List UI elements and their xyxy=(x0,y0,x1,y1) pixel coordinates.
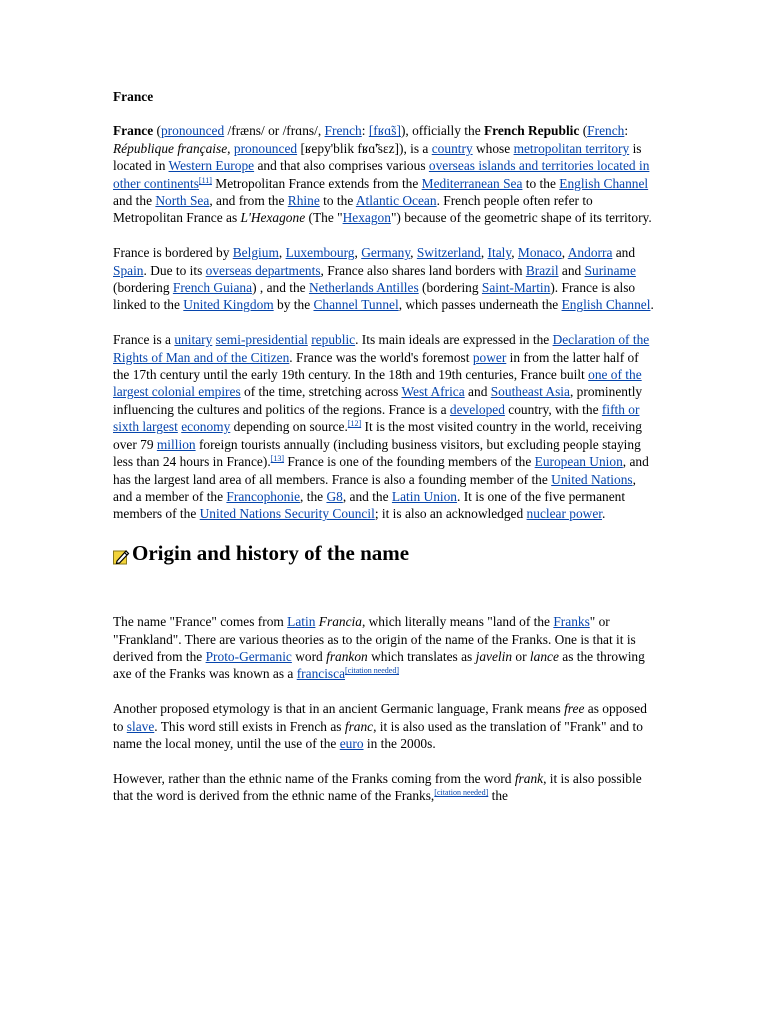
link-french[interactable]: French xyxy=(324,123,362,139)
link-ipa[interactable]: [fʁɑ̃s] xyxy=(368,123,401,139)
link-economy[interactable]: economy xyxy=(181,419,231,435)
text: depending on source. xyxy=(230,419,348,435)
text: Metropolitan France extends from the xyxy=(211,175,422,191)
text: ; it is also an acknowledged xyxy=(374,506,527,522)
text: , it is also used as the translation of "Frank" and to name the local money, until the use of the xyxy=(113,718,643,751)
link-g8[interactable]: G8 xyxy=(326,488,343,504)
paragraph-etymology xyxy=(113,700,658,752)
bold-text: France xyxy=(113,123,154,139)
text: . xyxy=(650,297,654,313)
link-western-europe[interactable]: Western Europe xyxy=(168,158,255,174)
text: , prominently influencing the cultures and politics of the regions. France is a xyxy=(113,384,643,417)
citation xyxy=(348,419,361,428)
text: ), officially the xyxy=(400,123,484,139)
link-country[interactable]: country xyxy=(431,140,473,156)
text: France is bordered by xyxy=(113,245,233,261)
link-nuclear-power[interactable]: nuclear power xyxy=(526,506,603,522)
text: ). France is also linked to the xyxy=(113,280,636,313)
text: by the xyxy=(273,297,314,313)
link-developed[interactable]: developed xyxy=(449,401,505,417)
link-switzerland[interactable]: Switzerland xyxy=(416,245,481,261)
link-franks[interactable]: Franks xyxy=(553,614,590,630)
link-atlantic-ocean[interactable]: Atlantic Ocean xyxy=(355,193,437,209)
text: as opposed to xyxy=(113,701,647,734)
text: and xyxy=(612,245,636,261)
text: ") because of the geometric shape of its territory. xyxy=(390,210,652,226)
paragraph-intro xyxy=(113,122,658,226)
text: , which literally means "land of the xyxy=(361,614,554,630)
text: and that also comprises various xyxy=(254,158,429,174)
paragraph-borders: France is bordered by Belgium, Luxembourg, Germany, Switzerland, Italy, Monaco, Andorra and Spain. Due to its overseas departments, France also shares land borders with Brazil and Suriname (bordering French Guiana) , and the Netherlands Antilles (bordering Saint-Martin). France is also linked to the United Kingdom by the Channel Tunnel, which passes underneath the English Channel. xyxy=(113,245,654,313)
link-power[interactable]: power xyxy=(472,349,507,365)
italic-text: lance xyxy=(529,648,559,664)
italic-text: free xyxy=(564,701,585,717)
text: , xyxy=(227,140,234,156)
link-declaration-rights[interactable]: Declaration of the Rights of Man and of the Citizen xyxy=(113,332,650,365)
edit-pencil-icon-graphic xyxy=(113,548,130,565)
section-heading-text: Origin and history of the name xyxy=(132,541,410,566)
italic-text: République française xyxy=(113,140,228,156)
citation-link[interactable]: [12] xyxy=(347,419,362,429)
link-fifth-sixth-largest[interactable]: fifth or sixth largest xyxy=(113,401,640,435)
text: , it is also possible that the word is derived from the ethnic name of the Franks, xyxy=(113,770,642,804)
link-french[interactable]: French xyxy=(587,123,625,139)
text: , the xyxy=(300,488,327,504)
citation xyxy=(345,666,399,675)
paragraph-ethnic-name xyxy=(113,770,658,805)
link-slave[interactable]: slave xyxy=(126,718,155,734)
text: The name "France" comes from xyxy=(113,614,288,630)
link-brazil[interactable]: Brazil xyxy=(525,262,559,278)
citation xyxy=(199,176,212,185)
text: in the 2000s. xyxy=(363,735,436,751)
text: Another proposed etymology is that in an ancient Germanic language, Frank means xyxy=(113,701,565,717)
link-suriname[interactable]: Suriname xyxy=(584,262,636,278)
bold-text: French Republic xyxy=(483,123,580,139)
text: word xyxy=(291,648,327,664)
text: (The " xyxy=(305,210,343,226)
text: as the throwing axe of the Franks was known as a xyxy=(113,648,645,682)
citation-link[interactable]: [11] xyxy=(198,175,212,185)
link-euro[interactable]: euro xyxy=(339,735,364,751)
page-title: France xyxy=(113,89,154,104)
link-latin-union[interactable]: Latin Union xyxy=(391,488,458,504)
link-overseas-territories[interactable]: overseas islands and territories located in other continents xyxy=(113,158,650,191)
link-north-sea[interactable]: North Sea xyxy=(155,193,210,209)
citation-needed-link[interactable]: [citation needed] xyxy=(345,666,400,676)
text: France is a xyxy=(113,332,175,348)
text: . xyxy=(602,506,606,522)
text: , and from the xyxy=(209,193,288,209)
link-pronounced[interactable]: pronounced xyxy=(160,123,225,139)
text: , France also shares land borders with xyxy=(320,262,526,278)
link-metropolitan-territory[interactable]: metropolitan territory xyxy=(513,140,630,156)
text: which translates as xyxy=(367,648,476,664)
text: ( xyxy=(579,123,588,139)
italic-text: frank xyxy=(514,770,544,786)
text: in from the latter half of the 17th century until the early 19th century. In the 18th and 19th centuries, France built xyxy=(113,349,639,383)
text: France is one of the founding members of the xyxy=(284,454,535,470)
link-southeast-asia[interactable]: Southeast Asia xyxy=(490,384,570,400)
text: . It is one of the five permanent members of the xyxy=(113,488,626,522)
citation-link[interactable]: [13] xyxy=(270,454,285,464)
text: country, with the xyxy=(504,401,602,417)
text: foreign tourists annually (including business visitors, but excluding people staying less than 24 hours in France). xyxy=(113,436,641,470)
citation xyxy=(434,788,488,797)
section-heading xyxy=(113,540,658,566)
link-mediterranean-sea[interactable]: Mediterranean Sea xyxy=(421,175,523,191)
italic-text: franc xyxy=(344,718,374,734)
link-rhine[interactable]: Rhine xyxy=(287,193,320,209)
text: or xyxy=(512,648,530,664)
italic-text: Francia xyxy=(318,614,362,630)
text: , and has the largest land area of all members. France is also a founding member of the xyxy=(113,454,649,487)
text: and xyxy=(558,262,585,278)
text: is located in xyxy=(113,140,642,174)
link-semi-presidential[interactable]: semi-presidential xyxy=(215,332,308,348)
text: " or "Frankland". There are various theories as to the origin of the name of the Franks. One is that it is derived from the xyxy=(113,614,636,664)
link-latin[interactable]: Latin xyxy=(287,614,316,630)
link-hexagon[interactable]: Hexagon xyxy=(342,210,391,226)
citation xyxy=(271,454,284,463)
text: whose xyxy=(472,140,514,156)
link-overseas-departments[interactable]: overseas departments xyxy=(205,262,321,278)
link-pronounced[interactable]: pronounced xyxy=(233,140,298,156)
link-european-union[interactable]: European Union xyxy=(534,454,623,470)
link-belgium[interactable]: Belgium xyxy=(232,245,279,261)
text: /fræns/ or /frɑns/, xyxy=(224,123,325,139)
link-english-channel[interactable]: English Channel xyxy=(559,175,649,191)
link-republic[interactable]: republic xyxy=(311,332,356,348)
paragraph-government xyxy=(113,331,658,522)
text: , and the xyxy=(342,488,392,504)
link-netherlands-antilles[interactable]: Netherlands Antilles xyxy=(308,280,419,296)
text: . France was the world's foremost xyxy=(289,349,473,365)
italic-text: javelin xyxy=(475,648,513,664)
text: and xyxy=(464,384,491,400)
link-unitary[interactable]: unitary xyxy=(174,332,213,348)
link-west-africa[interactable]: West Africa xyxy=(401,384,465,400)
text: to the xyxy=(522,175,560,191)
text: However, rather than the ethnic name of the Franks coming from the word xyxy=(113,770,515,786)
link-proto-germanic[interactable]: Proto-Germanic xyxy=(205,648,292,664)
link-united-kingdom[interactable]: United Kingdom xyxy=(183,297,274,313)
text: : xyxy=(624,123,629,139)
link-saint-martin[interactable]: Saint-Martin xyxy=(481,280,551,296)
italic-text: frankon xyxy=(326,648,368,664)
link-andorra[interactable]: Andorra xyxy=(567,245,613,261)
text: : xyxy=(361,123,369,139)
text: of the time, stretching across xyxy=(240,384,402,400)
italic-text: L'Hexagone xyxy=(240,210,306,226)
edit-pencil-icon[interactable] xyxy=(113,545,130,562)
text: . This word still exists in French as xyxy=(154,718,345,734)
citation-needed-link[interactable]: [citation needed] xyxy=(434,788,489,798)
link-francisca[interactable]: francisca xyxy=(296,666,346,682)
text: , and a member of the xyxy=(113,471,636,504)
link-united-nations[interactable]: United Nations xyxy=(551,471,633,487)
text: . French people often refer to Metropolitan France as xyxy=(113,193,593,226)
text: and the xyxy=(113,193,156,209)
text: (bordering xyxy=(418,280,482,296)
article xyxy=(113,88,658,822)
link-monaco[interactable]: Monaco xyxy=(517,245,562,261)
text: , which passes underneath the xyxy=(398,297,562,313)
link-germany[interactable]: Germany xyxy=(361,245,411,261)
link-spain[interactable]: Spain xyxy=(113,262,144,278)
text: . Due to its xyxy=(143,262,206,278)
link-francophonie[interactable]: Francophonie xyxy=(226,488,301,504)
text: ) , and the xyxy=(252,280,309,296)
link-million[interactable]: million xyxy=(156,436,196,452)
link-colonial-empires[interactable]: one of the largest colonial empires xyxy=(113,367,642,400)
link-french-guiana[interactable]: French Guiana xyxy=(172,280,253,296)
link-english-channel[interactable]: English Channel xyxy=(561,297,651,313)
text: ( xyxy=(153,123,161,139)
link-italy[interactable]: Italy xyxy=(487,245,512,261)
text: to the xyxy=(319,193,356,209)
text: . Its main ideals are expressed in the xyxy=(355,332,553,348)
text: It is the most visited country in the world, receiving over 79 xyxy=(113,419,642,452)
link-un-security-council[interactable]: United Nations Security Council xyxy=(199,506,375,522)
paragraph-name-origin xyxy=(113,613,658,683)
text: (bordering xyxy=(113,280,173,296)
text: [ʁepy'blik fʁɑ̃'sɛz]), is a xyxy=(297,140,432,156)
text: the xyxy=(488,788,508,804)
link-luxembourg[interactable]: Luxembourg xyxy=(285,245,355,261)
link-channel-tunnel[interactable]: Channel Tunnel xyxy=(313,297,399,313)
